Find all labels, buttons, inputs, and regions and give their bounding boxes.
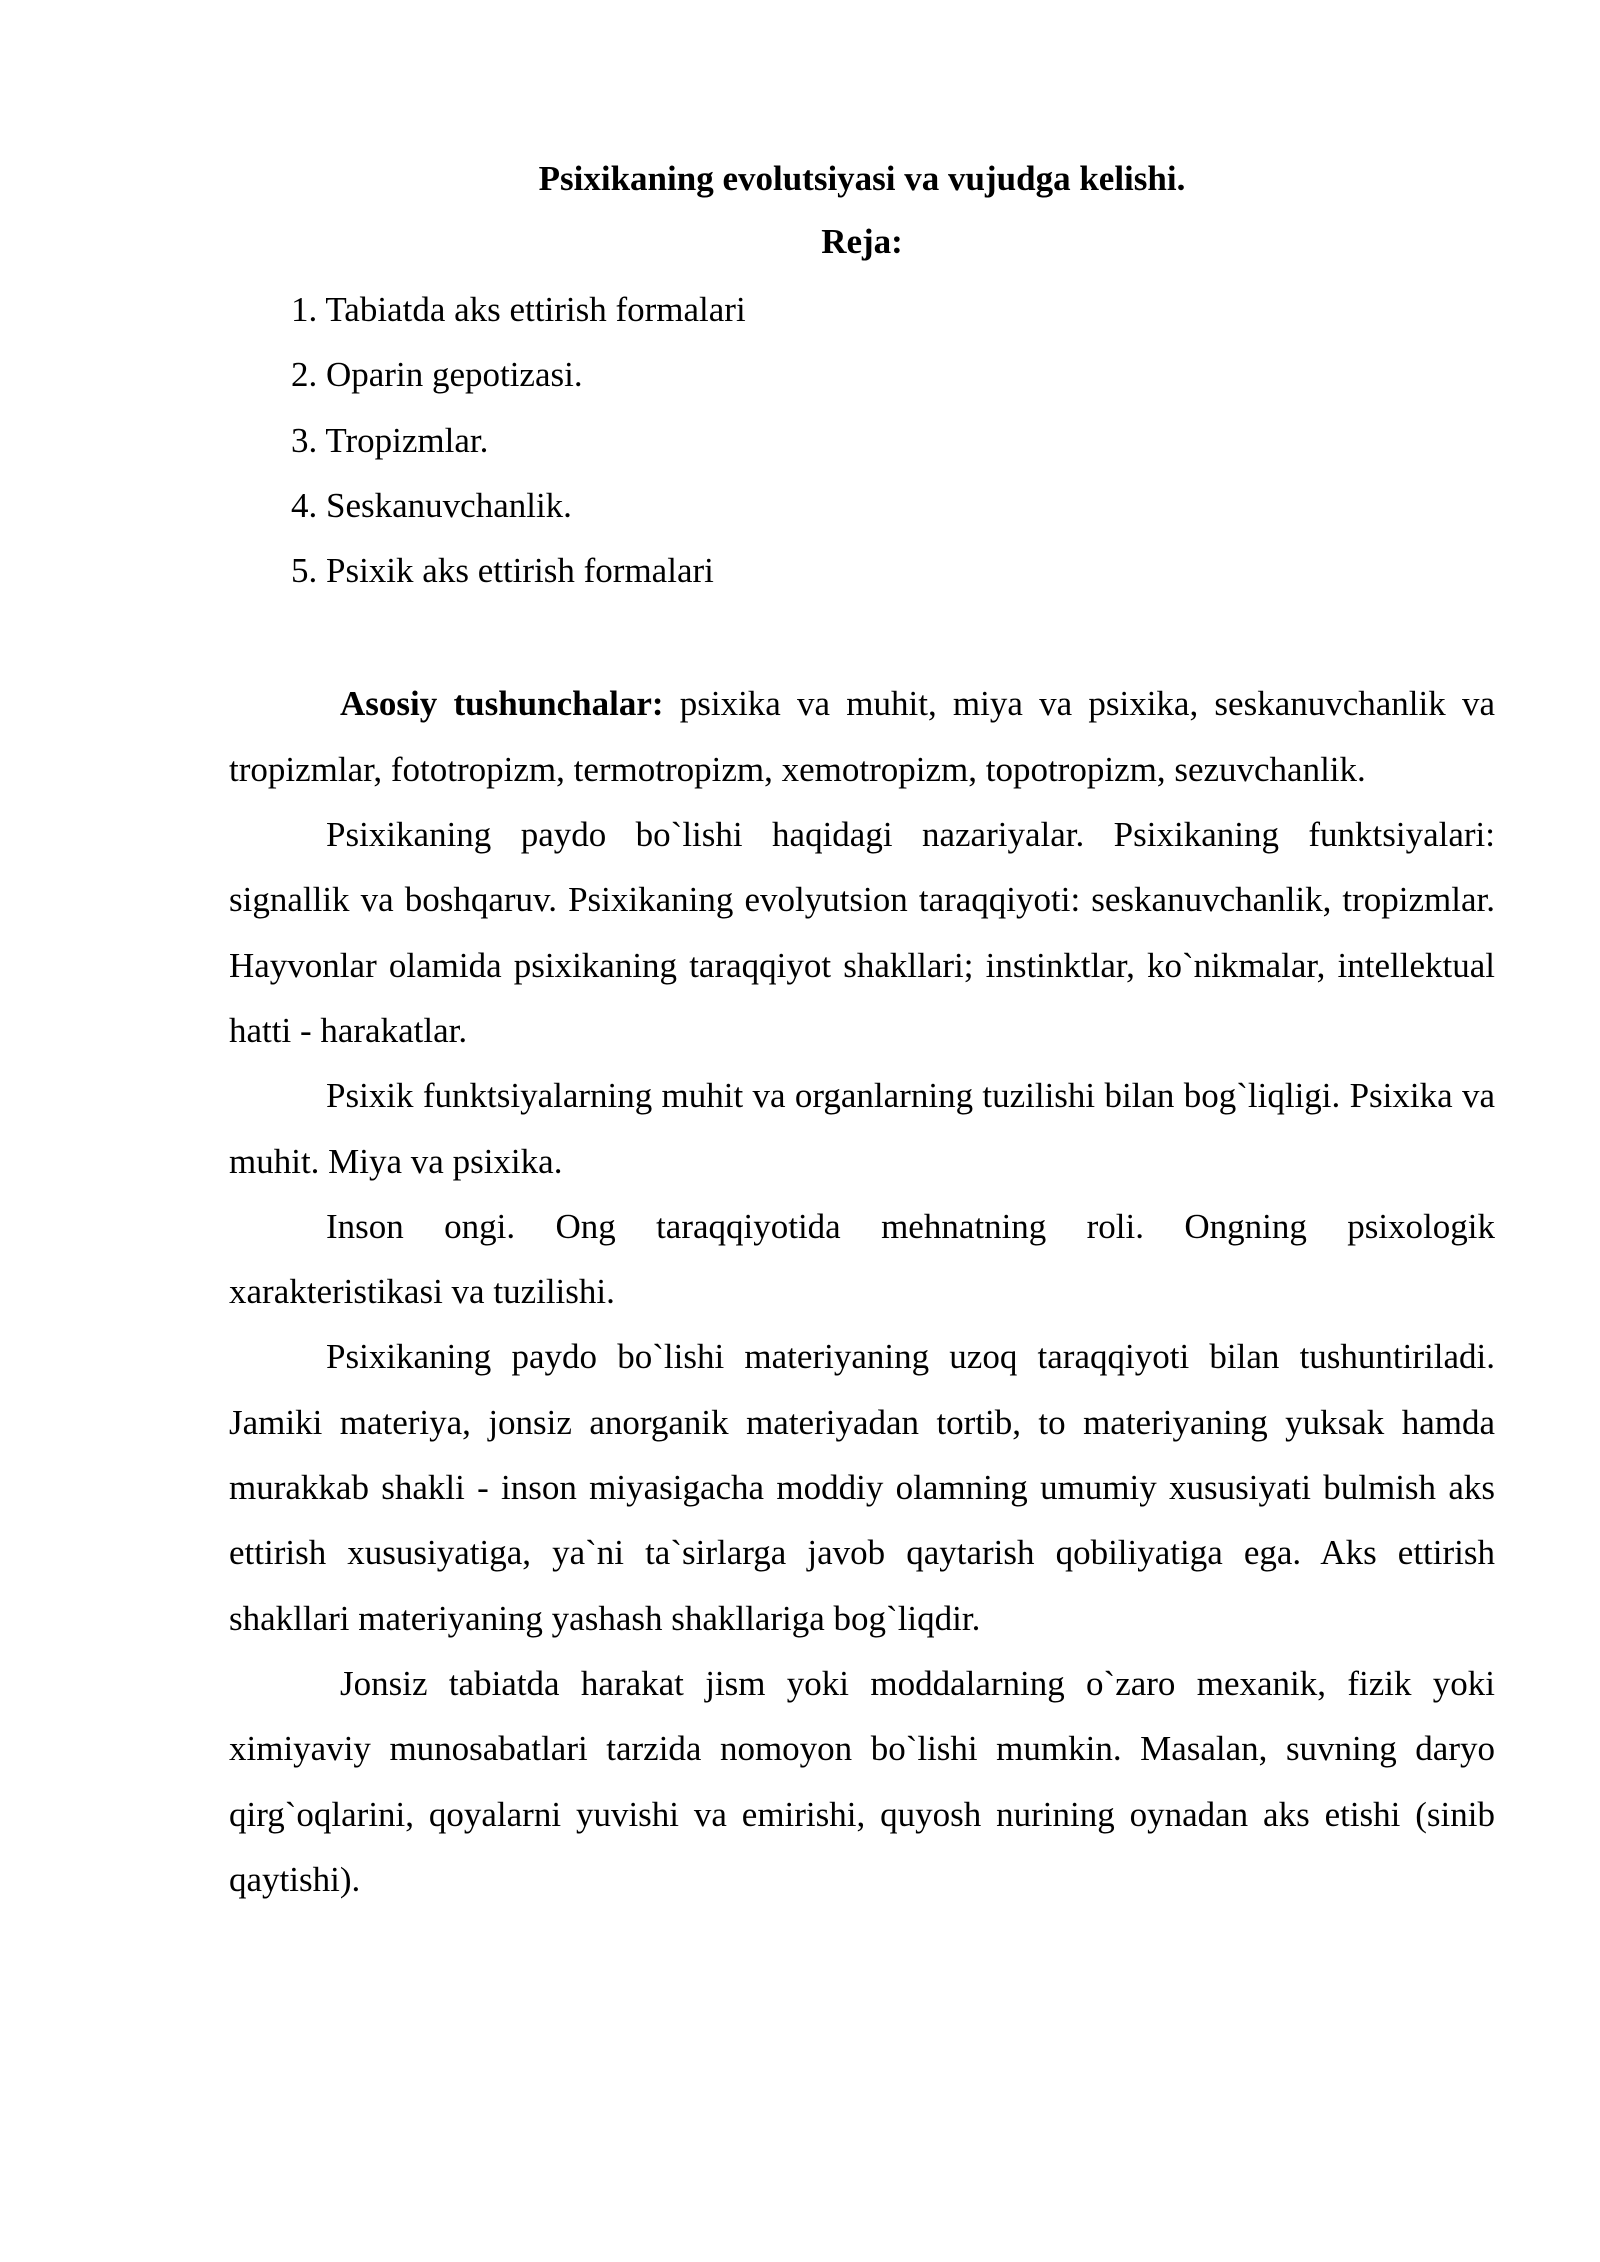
plan-list (229, 277, 1495, 603)
plan-item: 2. Oparin gepotizasi. (291, 355, 583, 395)
body-paragraph: Jonsiz tabiatda harakat jism yoki moddalarning o`zaro mexanik, fizik yoki ximiyaviy munosabatlari tarzida nomoyon bo`lishi mumkin. Masalan, suvning daryo qirg`oqlarini, qoyalarni yuvishi va emirishi, quyosh nurining oynadan aks etishi (sinib qaytishi). (229, 1663, 1495, 1899)
key-concepts-paragraph (229, 671, 1495, 802)
key-concepts-text: psixika va muhit, miya va psixika, seskanuvchanlik va tropizmlar, fototropizm, termotropizm, xemotropizm, topotropizm, sezuvchanlik. (229, 684, 1496, 789)
plan-item: 1. Tabiatda aks ettirish formalari (291, 290, 746, 329)
document-title: Psixikaning evolutsiyasi va vujudga kelishi. (538, 159, 1186, 198)
document-page (229, 150, 1495, 1912)
body-paragraph: Inson ongi. Ong taraqqiyotida mehnatning roli. Ongning psixologik xarakteristikasi va tuzilishi. (229, 1206, 1495, 1312)
key-concepts-label: Asosiy tushunchalar: (340, 684, 664, 724)
plan-item: 3. Tropizmlar. (291, 420, 489, 460)
plan-item: 5. Psixik aks ettirish formalari (291, 551, 714, 591)
plan-item: 4. Seskanuvchanlik. (291, 485, 572, 525)
body-paragraph: Psixikaning paydo bo`lishi haqidagi nazariyalar. Psixikaning funktsiyalari: signallik va boshqaruv. Psixikaning evolyutsion taraqqiyoti: seskanuvchanlik, tropizmlar. Hayvonlar olamida psixikaning taraqqiyot shakllari; instinktlar, ko`nikmalar, intellektual hatti - harakatlar. (229, 815, 1495, 1050)
body-paragraph: Psixikaning paydo bo`lishi materiyaning uzoq taraqqiyoti bilan tushuntiriladi. Jamiki materiya, jonsiz anorganik materiyadan tortib, to materiyaning yuksak hamda murakkab shakli - inson miyasigacha moddiy olamning umumiy xususiyati bulmish aks ettirish xususiyatiga, ya`ni ta`sirlarga javob qaytarish qobiliyatiga ega. Aks ettirish shakllari materiyaning yashash shakllariga bog`liqdir. (229, 1337, 1495, 1638)
body-paragraph: Psixik funktsiyalarning muhit va organlarning tuzilishi bilan bog`liqligi. Psixika va muhit. Miya va psixika. (229, 1076, 1495, 1181)
plan-heading: Reja: (821, 222, 903, 261)
section-spacer (229, 603, 1495, 671)
